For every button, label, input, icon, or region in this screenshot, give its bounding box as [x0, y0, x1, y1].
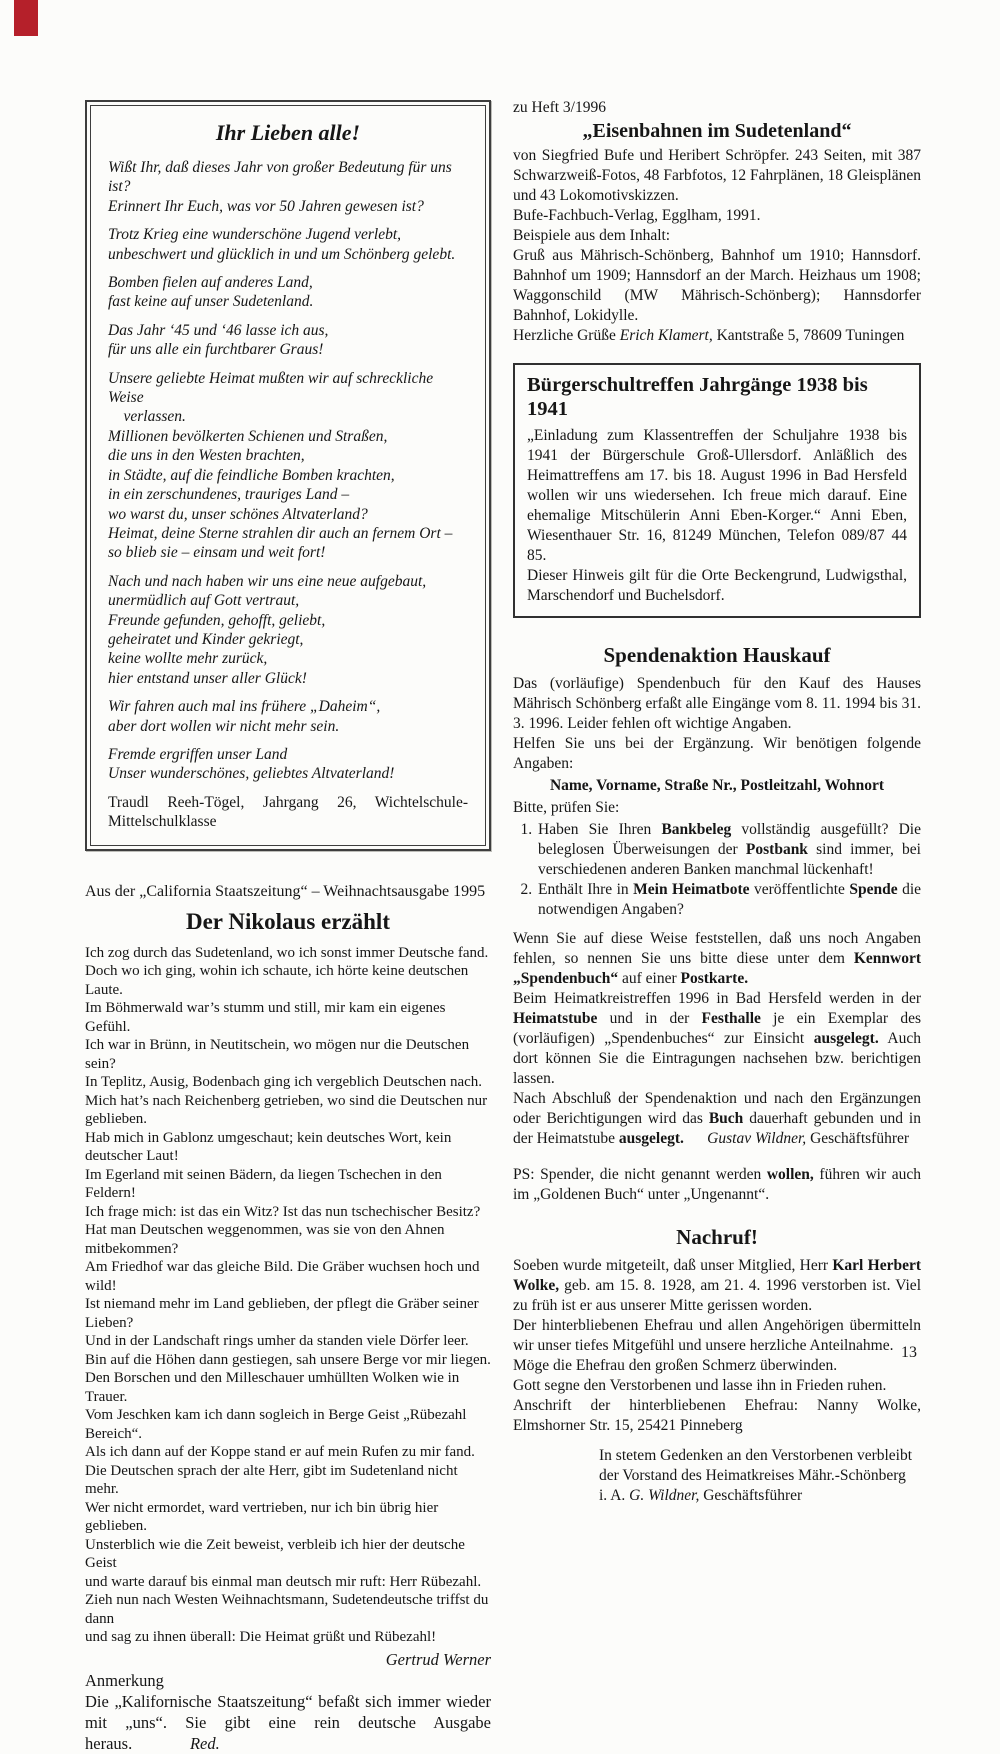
book-review-details: von Siegfried Bufe und Heribert Schröpfer. 243 Seiten, mit 387 Schwarzweiß-Fotos, 48 Farbfotos, 12 Fahrplänen, 18 Gleisplänen und 43 Lokomotivskizzen.	[513, 147, 921, 204]
condolence-closing	[599, 1446, 921, 1506]
content-examples-label: Beispiele aus dem Inhalt:	[513, 227, 671, 244]
reunion-box	[513, 363, 921, 618]
closing-line-1: In stetem Gedenken an den Verstorbenen verbleibt	[599, 1447, 913, 1464]
donation-final-para: Nach Abschluß der Spendenaktion und nach den Ergänzungen oder Berichtigungen wird das Buch dauerhaft gebunden und in der Heimatstube ausgelegt. Gustav Wildner, Geschäftsführer	[513, 1090, 921, 1147]
ps-para: PS: Spender, die nicht genannt werden wollen, führen wir auch im „Goldenen Buch“ unter „Ungenannt“.	[513, 1166, 921, 1203]
obituary-announcement: Soeben wurde mitgeteilt, daß unser Mitglied, Herr Karl Herbert Wolke, geb. am 15. 8. 1928, am 21. 4. 1996 verstorben ist. Viel zu früh ist er aus unserer Mitte gerissen worden.	[513, 1257, 921, 1314]
article-title-nikolaus: Der Nikolaus erzählt	[185, 908, 390, 934]
poem-box-inner	[90, 105, 486, 846]
note-label: Anmerkung	[85, 1670, 164, 1690]
left-column	[85, 100, 491, 1754]
obituary-wish: Möge die Ehefrau den großen Schmerz überwinden.	[513, 1357, 838, 1374]
red-tab-mark	[14, 0, 38, 36]
page-number: 13	[901, 1344, 917, 1361]
nikolaus-poem: Ich zog durch das Sudetenland, wo ich sonst immer Deutsche fand. Doch wo ich ging, wohin ich schaute, ich hörte keine deutschen Laute. Im Böhmerwald war’s stumm und still, mir kam ein eigenes Gefühl. Ich war in Brünn, in Neutitschein, wo mögen nur die Deutschen sein? In Teplitz, Ausig, Bodenbach ging ich vergeblich Deutschen nach. Mich hat’s nach Reichenberg getrieben, wo sind die Deutschen nur geblieben. Hab mich in Gablonz umgeschaut; kein deutsches Wort, kein deutscher Laut! Im Egerland mit seinen Bädern, da liegen Tschechen in den Feldern! Ich frage mich: ist das ein Witz? Ist das nun tschechischer Besitz? Hat man Deutschen weggenommen, was sie von den Ahnen mitbekommen? Am Friedhof war das gleiche Bild. Die Gräber wuchsen hoch und wild! Ist niemand mehr im Land geblieben, der pflegt die Gräber seiner Lieben? Und in der Landschaft rings umher da standen viele Dörfer leer. Bin auf die Höhen dann gestiegen, sah unsere Berge vor mir liegen. Den Borschen und den Milleschauer umhüllten Wolken wie in Trauer. Vom Jeschken kam ich dann sogleich in Berge Geist „Rübezahl Bereich“. Als ich dann auf der Koppe stand er auf mein Rufen zu mir fand. Die Deutschen sprach der alte Herr, gibt im Sudetenland nicht mehr. Wer nicht ermordet, ward vertrieben, nur ich bin übrig hier geblieben. Unsterblich wie die Zeit beweist, verbleib ich hier der deutsche Geist und warte darauf bis einmal man deutsch mir ruft: Herr Rübezahl. Zieh nun nach Westen Weihnachtsmann, Sudetendeutsche triffst du dann und sag zu ihnen überall: Die Heimat grüßt und Rübezahl!	[85, 944, 493, 1646]
donation-title: Spendenaktion Hauskauf	[603, 643, 831, 667]
donation-keyword-para: Wenn Sie auf diese Weise feststellen, daß uns noch Angaben fehlen, so nennen Sie uns bitte diese unter dem Kennwort „Spendenbuch“ auf einer Postkarte.	[513, 930, 921, 987]
obituary-blessing: Gott segne den Verstorbenen und lasse ihn in Frieden ruhen.	[513, 1377, 887, 1394]
poem-author: Gertrud Werner	[385, 1649, 491, 1669]
check-item-2: 2. Enthält Ihre in Mein Heimatbote veröffentlichte Spende die notwendigen Angaben?	[536, 880, 921, 920]
book-review-title: „Eisenbahnen im Sudetenland“	[582, 120, 852, 142]
closing-line-2: der Vorstand des Heimatkreises Mähr.-Schönberg	[599, 1467, 906, 1484]
reunion-box-title: Bürgerschultreffen Jahrgänge 1938 bis 1941	[527, 374, 868, 420]
editorial-note: Die „Kalifornische Staatszeitung“ befaßt sich immer wieder mit „uns“. Sie gibt eine rein deutsche Ausgabe heraus. Red.	[85, 1691, 491, 1753]
poem-attribution: Traudl Reeh-Tögel, Jahrgang 26, Wichtelschule-Mittelschulklasse	[108, 793, 468, 831]
reunion-box-text: „Einladung zum Klassentreffen der Schuljahre 1938 bis 1941 der Bürgerschule Groß-Ullersdorf. Anläßlich des Heimattreffens am 17. bis 18. August 1996 in Bad Hersfeld wollen wir uns wiedersehen. Ich freue mich darauf. Eine ehemalige Mitschülerin Anni Eben-Korger.“ Anni Eben, Wiesenthauer Str. 16, 81249 München, Telefon 089/87 44 85.	[527, 427, 907, 564]
check-list	[513, 820, 921, 920]
content-examples: Gruß aus Mährisch-Schönberg, Bahnhof um 1910; Hannsdorf. Bahnhof um 1909; Hannsdorf an der March. Heizhaus um 1908; Waggonschild (MW Mährisch-Schönberg); Hannsdorfer Bahnhof, Lokidylle.	[513, 247, 921, 324]
donation-help: Helfen Sie uns bei der Ergänzung. Wir benötigen folgende Angaben:	[513, 735, 921, 772]
poem-box	[85, 100, 491, 851]
obituary-title: Nachruf!	[676, 1225, 758, 1249]
publisher-line: Bufe-Fachbuch-Verlag, Egglham, 1991.	[513, 207, 761, 224]
poem-stanzas: Wißt Ihr, daß dieses Jahr von großer Bedeutung für uns ist? Erinnert Ihr Euch, was vor 50 Jahren gewesen ist? Trotz Krieg eine wunderschöne Jugend verlebt, unbeschwert und glücklich in und um Schönberg gelebt. Bomben fielen auf anderes Land, fast keine auf unser Sudetenland. Das Jahr ‘45 und ‘46 lasse ich aus, für uns alle ein furchtbarer Graus! Unsere geliebte Heimat mußten wir auf schreckliche Weise verlassen. Millionen bevölkerten Schienen und Straßen, die uns in den Westen brachten, in Städte, auf die feindliche Bomben krachten, in ein zerschundenes, trauriges Land – wo warst du, unser schönes Altvaterland? Heimat, deine Sterne strahlen dir auch an fernem Ort – so blieb sie – einsam und weit fort! Nach und nach haben wir uns eine neue aufgebaut, unermüdlich auf Gott vertraut, Freunde gefunden, gehofft, geliebt, geheiratet und Kinder gekriegt, keine wollte mehr zurück, hier entstand unser aller Glück! Wir fahren auch mal ins frühere „Daheim“, aber dort wollen wir nicht mehr sein. Fremde ergriffen unser Land Unser wunderschönes, geliebtes Altvaterland!	[108, 159, 456, 783]
donation-display-para: Beim Heimatkreistreffen 1996 in Bad Hersfeld werden in der Heimatstube und in der Festhalle je ein Exemplar des (vorläufigen) „Spendenbuches“ zur Einsicht ausgelegt. Auch dort können Sie die Eintragungen nachsehen bzw. berichtigen lassen.	[513, 990, 921, 1087]
obituary-condolence: Der hinterbliebenen Ehefrau und allen Angehörigen übermitteln wir unser tiefes Mitgefühl und unsere herzliche Anteilnahme.	[513, 1317, 921, 1354]
obituary-address: Anschrift der hinterbliebenen Ehefrau: Nanny Wolke, Elmshorner Str. 15, 25421 Pinneberg	[513, 1397, 921, 1434]
donation-required-fields: Name, Vorname, Straße Nr., Postleitzahl, Wohnort	[549, 777, 885, 794]
closing-line-3: i. A. G. Wildner, Geschäftsführer	[599, 1487, 803, 1504]
check-prompt: Bitte, prüfen Sie:	[513, 799, 620, 816]
poem-box-title: Ihr Lieben alle!	[215, 120, 361, 145]
right-column	[513, 98, 921, 1506]
reunion-box-note: Dieser Hinweis gilt für die Orte Beckengrund, Ludwigsthal, Marschendorf und Buchelsdorf.	[527, 567, 907, 604]
check-item-1: 1. Haben Sie Ihren Bankbeleg vollständig ausgefüllt? Die beleglosen Überweisungen der Postbank sind immer, bei verschiedenen anderen Banken manchmal lückenhaft!	[536, 820, 921, 880]
source-credit: Aus der „California Staatszeitung“ – Weihnachtsausgabe 1995	[85, 882, 486, 900]
kicker-heft: zu Heft 3/1996	[513, 99, 606, 116]
greeting-line: Herzliche Grüße Erich Klamert, Kantstraße 5, 78609 Tuningen	[513, 327, 905, 344]
donation-intro: Das (vorläufige) Spendenbuch für den Kauf des Hauses Mährisch Schönberg erfaßt alle Eingänge vom 8. 11. 1994 bis 31. 3. 1996. Leider fehlen oft wichtige Angaben.	[513, 675, 921, 732]
